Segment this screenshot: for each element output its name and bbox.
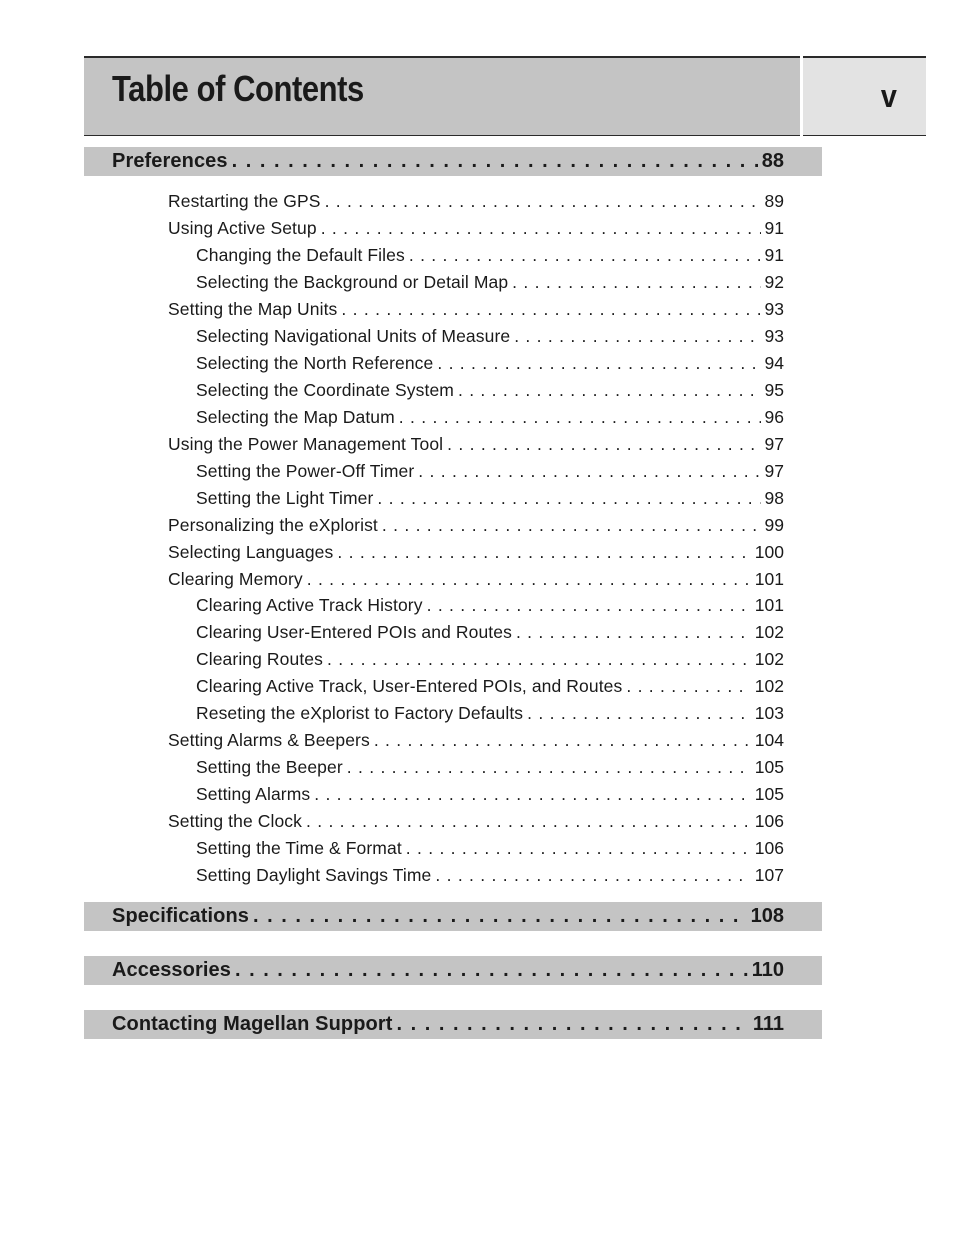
toc-entry[interactable] bbox=[196, 351, 784, 375]
entry-page: 105 bbox=[754, 784, 784, 804]
entry-label: Setting Daylight Savings Time bbox=[196, 865, 432, 885]
toc-entry[interactable] bbox=[168, 540, 784, 564]
leader-dots bbox=[512, 270, 760, 294]
entry-label: Using Active Setup bbox=[168, 218, 317, 238]
section-label: Specifications bbox=[112, 905, 249, 927]
leader-dots bbox=[514, 324, 760, 348]
entry-label: Changing the Default Files bbox=[196, 245, 405, 265]
entry-page: 101 bbox=[754, 569, 784, 589]
entry-label: Restarting the GPS bbox=[168, 191, 321, 211]
entry-label: Selecting the Background or Detail Map bbox=[196, 272, 509, 292]
section-label: Preferences bbox=[112, 150, 228, 172]
toc-entry[interactable] bbox=[168, 567, 784, 591]
leader-dots bbox=[347, 755, 751, 779]
section-page: 108 bbox=[750, 905, 784, 927]
entry-label: Setting Alarms & Beepers bbox=[168, 730, 370, 750]
section-label: Contacting Magellan Support bbox=[112, 1013, 393, 1035]
leader-dots bbox=[527, 701, 751, 725]
toc-entry[interactable] bbox=[196, 243, 784, 267]
leader-dots bbox=[399, 405, 761, 429]
entry-page: 94 bbox=[764, 353, 784, 373]
entry-label: Setting the Light Timer bbox=[196, 488, 374, 508]
entry-label: Clearing Routes bbox=[196, 649, 323, 669]
toc-entry[interactable] bbox=[168, 297, 784, 321]
entry-page: 105 bbox=[754, 757, 784, 777]
toc-entry[interactable] bbox=[196, 701, 784, 725]
leader-dots bbox=[406, 836, 751, 860]
toc-entry[interactable] bbox=[168, 189, 784, 213]
section-page: 88 bbox=[761, 150, 784, 172]
leader-dots bbox=[374, 728, 751, 752]
entry-page: 92 bbox=[764, 272, 784, 292]
entry-label: Setting the Power-Off Timer bbox=[196, 461, 415, 481]
entry-label: Personalizing the eXplorist bbox=[168, 515, 378, 535]
toc-section-contacting-magellan-support[interactable] bbox=[84, 1010, 822, 1039]
entry-page: 100 bbox=[754, 542, 784, 562]
leader-dots bbox=[516, 620, 751, 644]
toc-entry[interactable] bbox=[168, 216, 784, 240]
entry-label: Selecting Navigational Units of Measure bbox=[196, 326, 511, 346]
leader-dots bbox=[418, 459, 760, 483]
section-label: Accessories bbox=[112, 959, 231, 981]
header-title-box bbox=[84, 56, 800, 136]
leader-dots bbox=[307, 567, 751, 591]
toc-entry[interactable] bbox=[196, 593, 784, 617]
entry-page: 102 bbox=[754, 676, 784, 696]
toc-entry[interactable] bbox=[196, 459, 784, 483]
leader-dots bbox=[253, 904, 747, 928]
toc-entry[interactable] bbox=[168, 513, 784, 537]
toc-section-accessories[interactable] bbox=[84, 956, 822, 985]
leader-dots bbox=[396, 1012, 748, 1036]
entry-label: Selecting the Map Datum bbox=[196, 407, 395, 427]
leader-dots bbox=[306, 809, 751, 833]
leader-dots bbox=[626, 674, 750, 698]
leader-dots bbox=[341, 297, 760, 321]
toc-entry[interactable] bbox=[196, 405, 784, 429]
page-numeral: v bbox=[881, 78, 898, 114]
leader-dots bbox=[409, 243, 761, 267]
toc-entry[interactable] bbox=[168, 728, 784, 752]
entry-label: Setting the Beeper bbox=[196, 757, 343, 777]
toc-entry[interactable] bbox=[196, 270, 784, 294]
leader-dots bbox=[337, 540, 750, 564]
entry-page: 99 bbox=[764, 515, 784, 535]
entry-page: 93 bbox=[764, 299, 784, 319]
leader-dots bbox=[327, 647, 751, 671]
entry-page: 91 bbox=[764, 218, 784, 238]
entry-label: Clearing Active Track, User-Entered POIs, and Routes bbox=[196, 676, 623, 696]
entry-label: Selecting the Coordinate System bbox=[196, 380, 454, 400]
entry-page: 98 bbox=[764, 488, 784, 508]
leader-dots bbox=[377, 486, 760, 510]
leader-dots bbox=[232, 149, 758, 173]
toc-section-preferences[interactable] bbox=[84, 147, 822, 176]
toc-section-specifications[interactable] bbox=[84, 902, 822, 931]
toc-entry[interactable] bbox=[196, 863, 784, 887]
toc-entry[interactable] bbox=[196, 674, 784, 698]
leader-dots bbox=[435, 863, 750, 887]
entry-label: Selecting Languages bbox=[168, 542, 334, 562]
entry-page: 97 bbox=[764, 461, 784, 481]
toc-entry[interactable] bbox=[196, 324, 784, 348]
entry-page: 91 bbox=[764, 245, 784, 265]
leader-dots bbox=[437, 351, 760, 375]
entry-page: 95 bbox=[764, 380, 784, 400]
entry-label: Clearing User-Entered POIs and Routes bbox=[196, 622, 512, 642]
header-page-box bbox=[803, 56, 926, 136]
section-page: 111 bbox=[752, 1013, 784, 1035]
entry-label: Clearing Memory bbox=[168, 569, 303, 589]
toc-entry[interactable] bbox=[196, 782, 784, 806]
entry-page: 106 bbox=[754, 811, 784, 831]
toc-entry[interactable] bbox=[196, 378, 784, 402]
entry-label: Using the Power Management Tool bbox=[168, 434, 444, 454]
entry-label: Setting the Clock bbox=[168, 811, 302, 831]
section-page: 110 bbox=[751, 959, 784, 981]
leader-dots bbox=[382, 513, 761, 537]
entry-page: 103 bbox=[754, 703, 784, 723]
page-header bbox=[84, 56, 926, 135]
toc-entry[interactable] bbox=[196, 836, 784, 860]
toc-entry[interactable] bbox=[196, 486, 784, 510]
leader-dots bbox=[321, 216, 761, 240]
entry-page: 97 bbox=[764, 434, 784, 454]
entry-page: 93 bbox=[764, 326, 784, 346]
entry-label: Setting the Time & Format bbox=[196, 838, 402, 858]
toc-entry[interactable] bbox=[196, 755, 784, 779]
page-title: Table of Contents bbox=[112, 68, 364, 109]
toc-entry[interactable] bbox=[196, 620, 784, 644]
toc-entry[interactable] bbox=[196, 647, 784, 671]
entry-page: 96 bbox=[764, 407, 784, 427]
entry-label: Setting Alarms bbox=[196, 784, 311, 804]
leader-dots bbox=[447, 432, 760, 456]
entry-label: Setting the Map Units bbox=[168, 299, 338, 319]
leader-dots bbox=[458, 378, 761, 402]
entry-page: 101 bbox=[754, 595, 784, 615]
entry-page: 102 bbox=[754, 649, 784, 669]
entry-page: 102 bbox=[754, 622, 784, 642]
leader-dots bbox=[325, 189, 761, 213]
entry-page: 104 bbox=[754, 730, 784, 750]
entry-label: Reseting the eXplorist to Factory Defaults bbox=[196, 703, 524, 723]
leader-dots bbox=[427, 593, 751, 617]
toc-entry[interactable] bbox=[168, 809, 784, 833]
leader-dots bbox=[235, 958, 748, 982]
entry-page: 106 bbox=[754, 838, 784, 858]
entry-page: 107 bbox=[754, 865, 784, 885]
leader-dots bbox=[314, 782, 751, 806]
entry-page: 89 bbox=[764, 191, 784, 211]
toc-entry[interactable] bbox=[168, 432, 784, 456]
entry-label: Clearing Active Track History bbox=[196, 595, 423, 615]
entry-label: Selecting the North Reference bbox=[196, 353, 434, 373]
